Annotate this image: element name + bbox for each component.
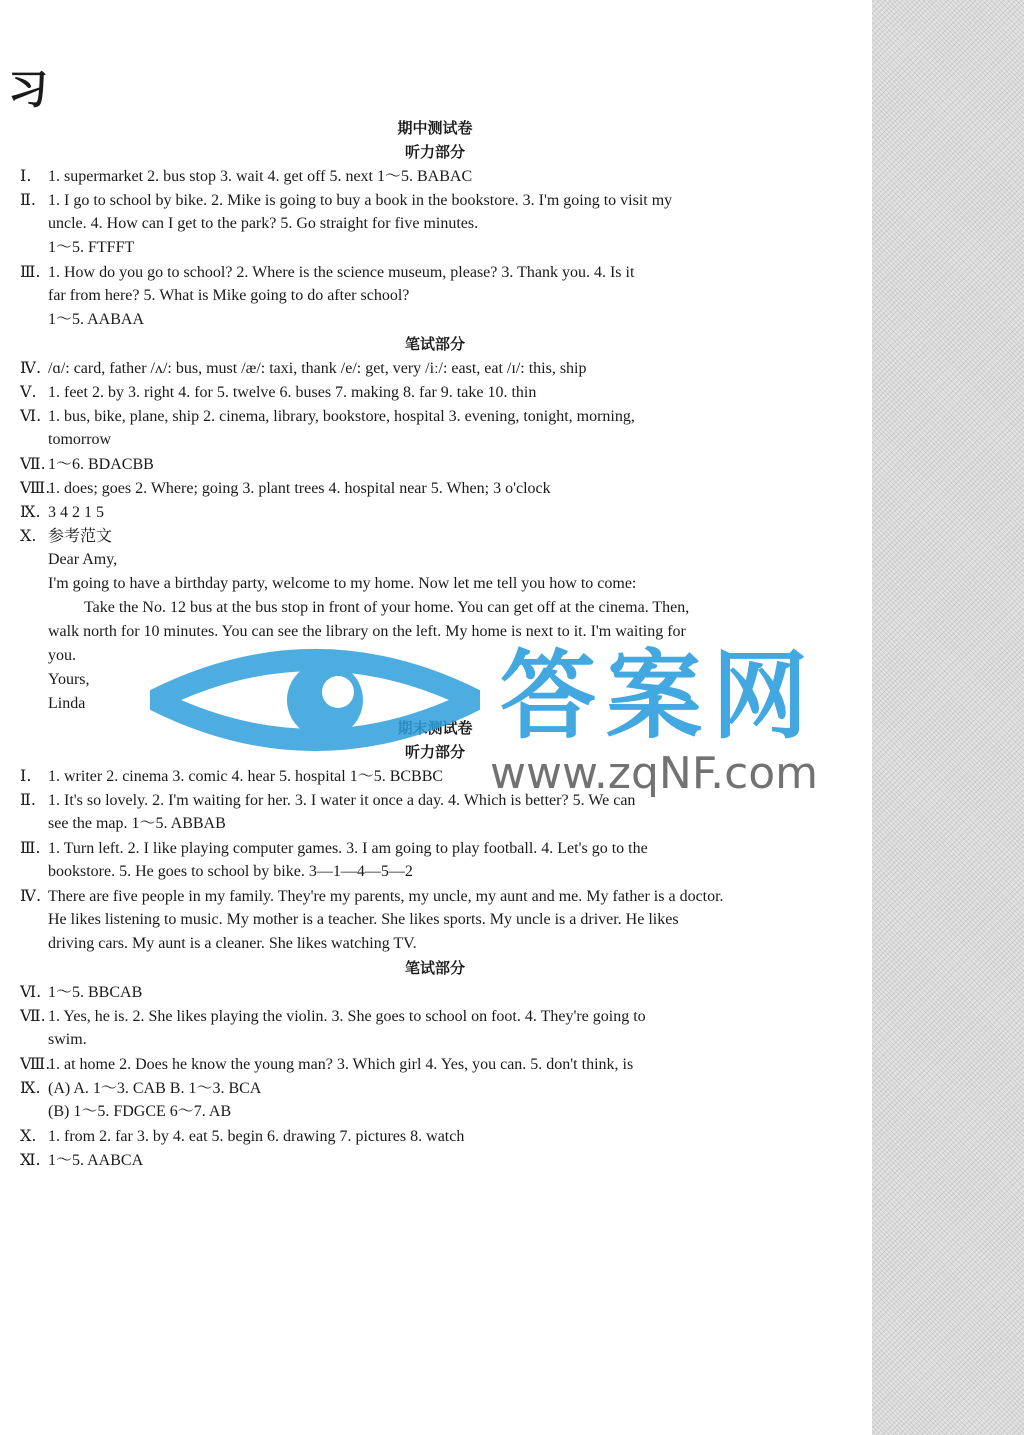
final-q3-cont1: bookstore. 5. He goes to school by bike. 3—1—4—5—2 bbox=[48, 863, 413, 880]
midterm-q7: Ⅶ. 1～6. BDACBB bbox=[20, 454, 154, 473]
midterm-q2: Ⅱ. 1. I go to school by bike. 2. Mike is going to buy a book in the bookstore. 3. I'm going to visit my bbox=[20, 190, 673, 209]
essay-line-4: you. bbox=[48, 647, 76, 664]
midterm-writing-header: 笔试部分 bbox=[404, 335, 465, 353]
midterm-q5: Ⅴ. 1. feet 2. by 3. right 4. for 5. twelve 6. buses 7. making 8. far 9. take 10. thin bbox=[20, 382, 537, 401]
final-q6: Ⅵ. 1～5. BBCAB bbox=[20, 982, 143, 1001]
midterm-q1: Ⅰ. 1. supermarket 2. bus stop 3. wait 4. get off 5. next 1～5. BABAC bbox=[20, 166, 473, 185]
midterm-q6: Ⅵ. 1. bus, bike, plane, ship 2. cinema, library, bookstore, hospital 3. evening, tonight, morning, bbox=[20, 406, 635, 425]
final-q8: Ⅷ.1. at home 2. Does he know the young man? 3. Which girl 4. Yes, you can. 5. don't think, is bbox=[20, 1054, 634, 1073]
final-listening-header: 听力部分 bbox=[404, 743, 465, 761]
final-q9: Ⅸ. (A) A. 1～3. CAB B. 1～3. BCA bbox=[20, 1078, 262, 1097]
watermark-chinese: 答案网 bbox=[500, 640, 818, 752]
final-q10: Ⅹ. 1. from 2. far 3. by 4. eat 5. begin 6. drawing 7. pictures 8. watch bbox=[20, 1126, 465, 1145]
midterm-q8: Ⅷ.1. does; goes 2. Where; going 3. plant trees 4. hospital near 5. When; 3 o'clock bbox=[20, 478, 551, 497]
final-q11: Ⅺ. 1～5. AABCA bbox=[20, 1150, 144, 1169]
answers-content bbox=[20, 116, 850, 1172]
midterm-q3-cont2: 1～5. AABAA bbox=[48, 311, 145, 328]
essay-line-1: I'm going to have a birthday party, welcome to my home. Now let me tell you how to come: bbox=[48, 575, 637, 592]
final-writing-header: 笔试部分 bbox=[404, 959, 465, 977]
essay-signature: Linda bbox=[48, 695, 86, 712]
essay-line-3: walk north for 10 minutes. You can see the library on the left. My home is next to it. I'm waiting for bbox=[48, 623, 686, 640]
midterm-listening-header: 听力部分 bbox=[404, 143, 465, 161]
final-q3: Ⅲ. 1. Turn left. 2. I like playing computer games. 3. I am going to play football. 4. Let's go to the bbox=[20, 838, 648, 857]
final-title: 期末测试卷 bbox=[397, 719, 473, 737]
midterm-q2-cont2: 1～5. FTFFT bbox=[48, 239, 135, 256]
final-q4-cont1: He likes listening to music. My mother is a teacher. She likes sports. My uncle is a driver. He likes bbox=[48, 911, 679, 928]
midterm-q3: Ⅲ. 1. How do you go to school? 2. Where is the science museum, please? 3. Thank you. 4. Is it bbox=[20, 262, 635, 281]
final-q7: Ⅶ. 1. Yes, he is. 2. She likes playing the violin. 3. She goes to school on foot. 4. They're going to bbox=[20, 1006, 646, 1025]
final-q4: Ⅳ. There are five people in my family. They're my parents, my uncle, my aunt and me. My father is a doctor. bbox=[20, 886, 724, 905]
essay-closing: Yours, bbox=[48, 671, 90, 688]
corner-character: 习 bbox=[8, 67, 48, 113]
final-q7-cont1: swim. bbox=[48, 1031, 87, 1048]
midterm-title: 期中测试卷 bbox=[397, 119, 473, 137]
final-q2: Ⅱ. 1. It's so lovely. 2. I'm waiting for her. 3. I water it once a day. 4. Which is better? 5. We can bbox=[20, 790, 636, 809]
essay-line-2: Take the No. 12 bus at the bus stop in front of your home. You can get off at the cinema. Then, bbox=[84, 599, 690, 616]
midterm-q9: Ⅸ. 3 4 2 1 5 bbox=[20, 502, 104, 521]
midterm-q4: Ⅳ. /ɑ/: card, father /ʌ/: bus, must /æ/: taxi, thank /e/: get, very /iː/: east, eat /ɪ/: this, ship bbox=[20, 358, 587, 377]
midterm-q2-cont1: uncle. 4. How can I get to the park? 5. Go straight for five minutes. bbox=[48, 215, 479, 232]
final-q4-cont2: driving cars. My aunt is a cleaner. She likes watching TV. bbox=[48, 935, 417, 952]
final-q2-cont1: see the map. 1～5. ABBAB bbox=[48, 815, 226, 832]
midterm-q10: Ⅹ. 参考范文 bbox=[20, 526, 113, 545]
final-q9-cont1: (B) 1～5. FDGCE 6～7. AB bbox=[48, 1103, 232, 1120]
final-q1: Ⅰ. 1. writer 2. cinema 3. comic 4. hear 5. hospital 1～5. BCBBC bbox=[20, 766, 444, 785]
watermark-url: www.zqNF.com bbox=[490, 748, 819, 799]
scanned-page-edge bbox=[872, 0, 1024, 1435]
midterm-q3-cont1: far from here? 5. What is Mike going to do after school? bbox=[48, 287, 410, 304]
essay-greeting: Dear Amy, bbox=[48, 551, 118, 568]
midterm-q6-cont1: tomorrow bbox=[48, 431, 112, 448]
